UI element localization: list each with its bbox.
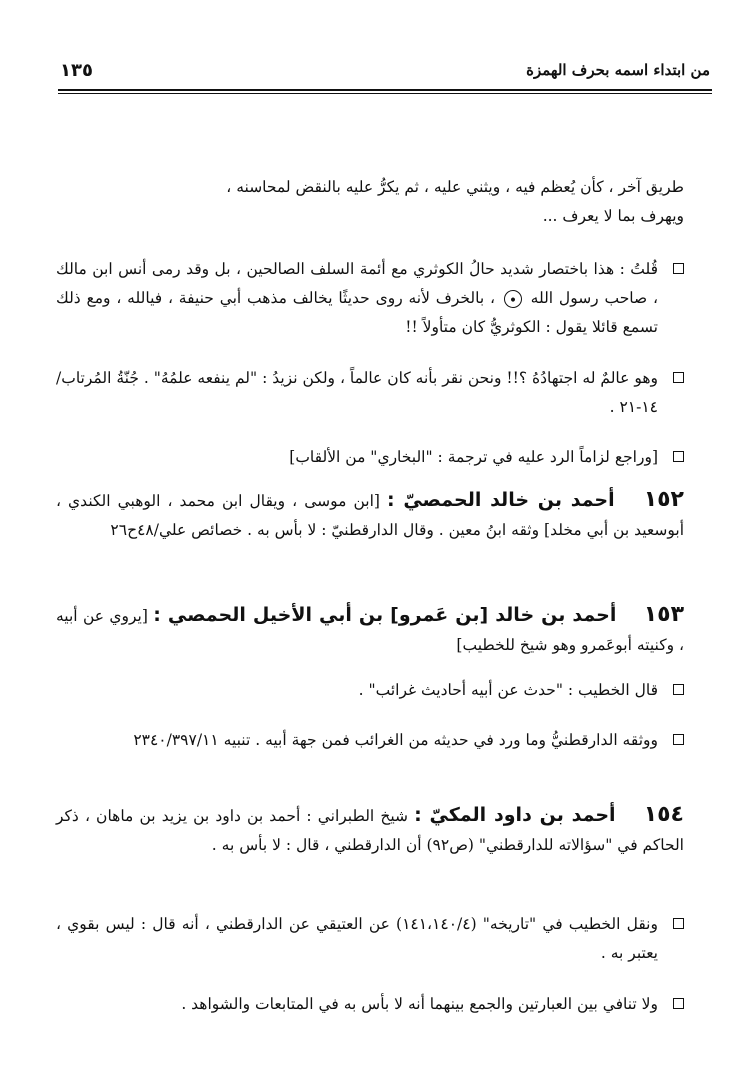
bullet-square-icon: [673, 372, 684, 383]
header-title: من ابتداء اسمه بحرف الهمزة: [526, 61, 710, 79]
bullet-square-icon: [673, 734, 684, 745]
page-number: ١٣٥: [60, 59, 93, 81]
paragraph-continuation: [56, 173, 684, 231]
entry-153-note-1: [56, 676, 684, 705]
entry-152-name: أحمد بن خالد الحمصيّ :: [386, 489, 615, 511]
note-see-also-text: [وراجع لزاماً الرد عليه في ترجمة : "البخاري" من الألقاب]: [289, 448, 658, 466]
entry-152-text: [ابن موسى ، ويقال ابن محمد ، الوهبي الكندي ، أبوسعيد بن أبي مخلد] وثقه ابنُ معين . وقال الدارقطنيّ : لا بأس به . خصائص علي/٤٨ح٢٦: [56, 492, 684, 539]
entry-153-note-2: [56, 726, 684, 755]
note-kawthari-text-1: قُلتُ : هذا باختصار شديد حالُ الكوثري مع أئمة السلف الصالحين ، بل وقد رمى أنس ابن مالك ، صاحب رسول الله: [56, 260, 658, 307]
entry-154-number: ١٥٤: [643, 802, 684, 827]
entry-153-number: ١٥٣: [643, 602, 685, 627]
entry-153-text: [يروي عن أبيه ، وكنيته أبوعَمرو وهو شيخ للخطيب]: [56, 607, 684, 654]
note-alim: [56, 364, 684, 422]
note-see-also: [56, 443, 684, 472]
entry-153: [56, 600, 684, 660]
salutation-glyph-icon: [504, 290, 522, 308]
bullet-square-icon: [673, 998, 684, 1009]
entry-152: [56, 485, 684, 545]
bullet-square-icon: [673, 918, 684, 929]
entry-154: [56, 800, 684, 860]
running-header: [60, 50, 710, 90]
bullet-square-icon: [673, 684, 684, 695]
entry-153-note-1-text: قال الخطيب : "حدث عن أبيه أحاديث غرائب" .: [358, 681, 658, 699]
entry-154-note-2: [56, 990, 684, 1019]
entry-152-number: ١٥٢: [643, 487, 684, 512]
continuation-line-2: ويهرف بما لا يعرف ...: [542, 207, 684, 225]
entry-153-name: أحمد بن خالد [بن عَمرو] بن أبي الأخيل الحمصي :: [153, 604, 617, 626]
entry-153-note-2-text: ووثقه الدارقطنيُّ وما ورد في حديثه من الغرائب فمن جهة أبيه . تنبيه ٢٣٤٠/٣٩٧/١١: [133, 731, 658, 749]
header-rule-thin: [58, 93, 712, 94]
note-kawthari-text-2: ، بالخرف لأنه روى حديثًا يخالف مذهب أبي حنيفة ، فيالله ، ومع ذلك تسمع قائلا يقول : الكوثريُّ كان متأولاً !!: [56, 289, 658, 336]
note-alim-text: وهو عالمٌ له اجتهادُهُ ؟!! ونحن نقر بأنه كان عالماً ، ولكن نزيدُ : "لم ينفعه علمُهُ" . جُنّةُ المُرتاب/١٤-٢١ .: [56, 369, 658, 416]
bullet-square-icon: [673, 451, 684, 462]
header-rule-thick: [58, 89, 712, 91]
entry-154-name: أحمد بن داود المكيّ :: [414, 804, 616, 826]
continuation-line-1: طريق آخر ، كأن يُعظم فيه ، ويثني عليه ، ثم يكرُّ عليه بالنقض لمحاسنه ،: [226, 178, 684, 196]
entry-154-note-1: [56, 910, 684, 968]
entry-154-note-1-text: ونقل الخطيب في "تاريخه" (١٤١،١٤٠/٤) عن العتيقي عن الدارقطني ، أنه قال : ليس بقوي ، يعتبر به .: [56, 915, 658, 962]
note-kawthari: [56, 255, 684, 342]
entry-154-note-2-text: ولا تنافي بين العبارتين والجمع بينهما أنه لا بأس به في المتابعات والشواهد .: [181, 995, 658, 1013]
entry-154-text: شيخ الطبراني : أحمد بن داود بن يزيد بن ماهان ، ذكر الحاكم في "سؤالاته للدارقطني" (ص٩٢) أن الدارقطني ، قال : لا بأس به .: [56, 807, 684, 854]
bullet-square-icon: [673, 263, 684, 274]
